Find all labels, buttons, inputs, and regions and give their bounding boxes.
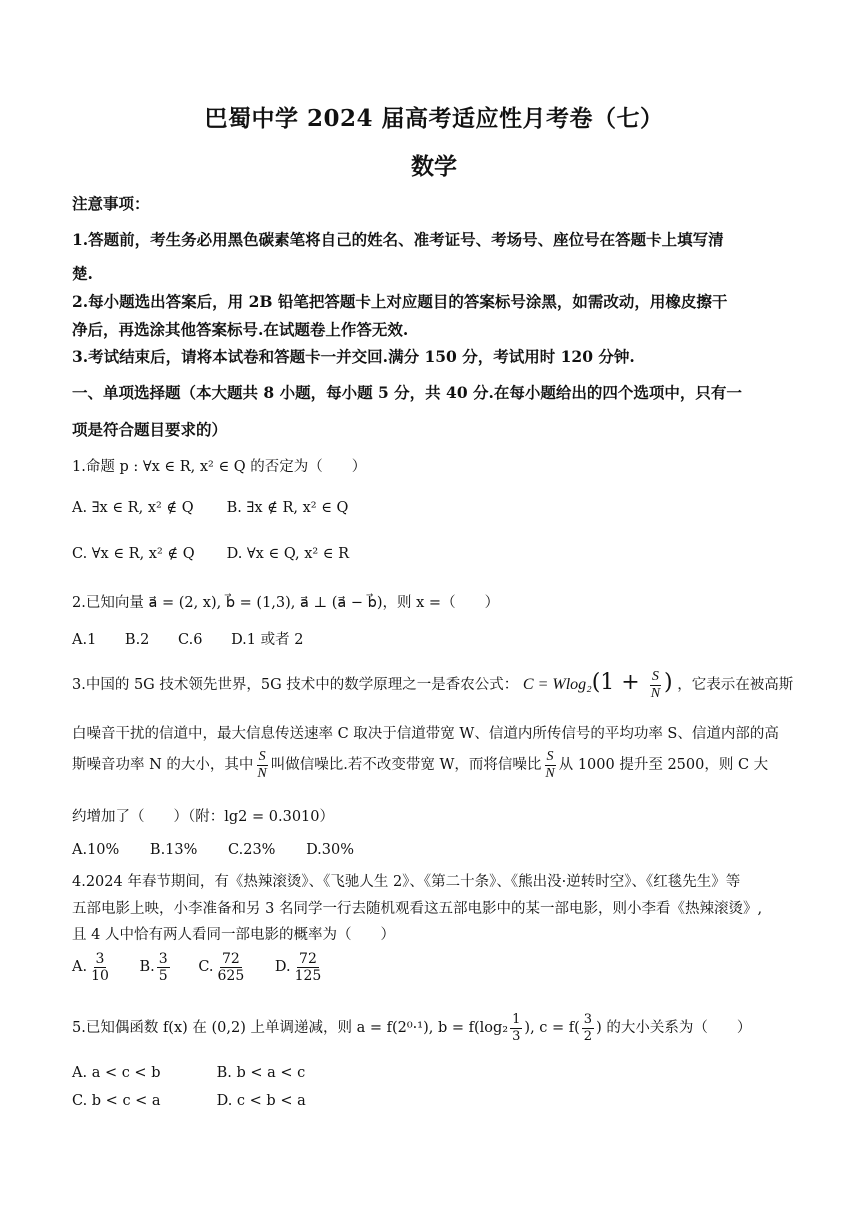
notice-item-2-cont: 净后，再选涂其他答案标号.在试题卷上作答无效.: [72, 320, 409, 339]
question-5-text-b: ), c = f(: [524, 1020, 580, 1036]
question-4-line3: 且 4 人中恰有两人看同一部电影的概率为（ ）: [72, 927, 395, 943]
question-3-line2: 白噪音干扰的信道中，最大信息传送速率 C 取决于信道带宽 W、信道内所传信号的平均功率 S、信道内部的高: [72, 726, 779, 742]
question-5-text-c: ) 的大小关系为（ ）: [596, 1020, 752, 1036]
fraction-numerator: 1: [512, 1011, 521, 1027]
question-5-options: [72, 1065, 335, 1081]
fraction-numerator: 3: [95, 950, 105, 967]
question-3-line3: [72, 748, 768, 782]
fraction-numerator: S: [651, 668, 659, 684]
fraction-numerator: 72: [299, 950, 317, 967]
question-5-fraction-1: [510, 1012, 522, 1045]
question-5-options-2: [72, 1093, 336, 1109]
shannon-formula-paren-open: (1 +: [591, 670, 647, 695]
question-1-option-a: A. ∃x ∈ R, x² ∉ Q: [72, 500, 194, 516]
option-fraction: [293, 951, 324, 984]
fraction-denominator: N: [545, 765, 555, 781]
notice-item-1-cont: 楚.: [72, 264, 93, 283]
question-1-option-b: B. ∃x ∉ R, x² ∈ Q: [226, 500, 349, 516]
question-1-stem: 1.命题 p : ∀x ∈ R, x² ∈ Q 的否定为（ ）: [72, 459, 367, 475]
question-3-option-c: C.23%: [228, 842, 276, 858]
option-label: A.: [72, 959, 88, 975]
notice-item-2: 2.每小题选出答案后，用 2B 铅笔把答题卡上对应题目的答案标号涂黑，如需改动，用橡皮擦干: [72, 292, 728, 311]
question-2-option-a: A.1: [72, 632, 97, 648]
question-3-text-b: ，它表示在被高斯: [677, 677, 794, 693]
fraction-denominator: N: [257, 765, 267, 781]
question-1-option-c: C. ∀x ∈ R, x² ∉ Q: [72, 546, 195, 562]
option-fraction: [157, 951, 170, 984]
fraction-numerator: 3: [158, 950, 168, 967]
snr-fraction: [255, 749, 268, 782]
notice-item-1: 1.答题前，考生务必用黑色碳素笔将自己的姓名、准考证号、考场号、座位号在答题卡上填写清: [72, 230, 724, 249]
question-2-option-d: D.1 或者 2: [231, 632, 304, 648]
question-3-text-e: 从 1000 提升至 2500，则 C 大: [558, 757, 769, 773]
question-1-option-d: D. ∀x ∈ Q, x² ∈ R: [226, 546, 350, 562]
fraction-numerator: S: [258, 748, 266, 764]
option-label: B.: [139, 959, 155, 975]
fraction-numerator: S: [546, 748, 554, 764]
question-3-text-a: 3.中国的 5G 技术领先世界，5G 技术中的数学原理之一是香农公式：: [72, 677, 519, 693]
question-4-option-b: [140, 947, 172, 987]
option-fraction: [89, 951, 111, 984]
fraction-denominator: N: [650, 685, 661, 701]
section-heading-line1: 一、单项选择题（本大题共 8 小题，每小题 5 分，共 40 分.在每小题给出的四个选项中，只有一: [72, 383, 742, 402]
question-2-option-b: B.2: [124, 632, 150, 648]
exam-subject: 数学: [411, 153, 457, 180]
question-3-text-c: 斯噪音功率 N 的大小，其中: [72, 757, 254, 773]
question-4-option-d: [275, 947, 325, 987]
question-5-fraction-2: [582, 1012, 594, 1045]
question-2-stem: 2.已知向量 a⃗ = (2, x), b⃗ = (1,3), a⃗ ⊥ (a⃗ − b⃗)，则 x =（ ）: [72, 595, 500, 611]
question-3-option-d: D.30%: [306, 842, 355, 858]
question-1-options-2: [72, 546, 379, 562]
question-3-text-d: 叫做信噪比.若不改变带宽 W，而将信噪比: [270, 757, 542, 773]
question-5-option-d: D. c < b < a: [216, 1093, 306, 1109]
notice-heading: 注意事项：: [72, 194, 150, 213]
notice-item-3: 3.考试结束后，请将本试卷和答题卡一并交回.满分 150 分，考试用时 120 分钟.: [72, 347, 635, 366]
option-fraction: [216, 951, 247, 984]
question-5-stem: [72, 1008, 751, 1048]
question-4-option-c: [198, 947, 248, 987]
question-2-options: [72, 628, 333, 649]
snr-fraction-2: [543, 749, 556, 782]
fraction-numerator: 3: [583, 1011, 593, 1027]
fraction-denominator: 10: [91, 967, 109, 984]
question-3-line4: 约增加了（ ）（附：lg2 = 0.3010）: [72, 809, 334, 825]
question-5-text-a: 5.已知偶函数 f(x) 在 (0,2) 上单调递减，则 a = f(2⁰·¹), b = f(log₂: [72, 1020, 509, 1036]
question-5-option-c: C. b < c < a: [72, 1093, 161, 1109]
shannon-formula-paren-close: ): [664, 670, 673, 695]
option-label: C.: [198, 959, 214, 975]
question-3-line1: [72, 666, 793, 702]
question-5-option-b: B. b < a < c: [216, 1065, 306, 1081]
section-heading-line2: 项是符合题目要求的）: [72, 420, 228, 439]
question-3-options: [72, 842, 384, 858]
question-4-line2: 五部电影上映，小李准备和另 3 名同学一行去随机观看这五部电影中的某一部电影，则小李看《热辣滚烫》,: [72, 901, 763, 917]
question-5-option-a: A. a < c < b: [72, 1065, 161, 1081]
option-label: D.: [274, 959, 291, 975]
fraction-denominator: 5: [158, 967, 168, 984]
fraction-denominator: 125: [294, 967, 322, 984]
exam-title: 巴蜀中学 2024 届高考适应性月考卷（七）: [204, 105, 664, 132]
shannon-formula-fraction: [649, 669, 662, 702]
question-1-options: [72, 500, 378, 516]
question-4-option-a: [72, 947, 113, 987]
fraction-denominator: 3: [512, 1028, 521, 1044]
question-4-options: [72, 947, 355, 987]
fraction-denominator: 625: [217, 967, 245, 984]
question-3-option-a: A.10%: [72, 842, 120, 858]
question-3-option-b: B.13%: [149, 842, 198, 858]
question-4-line1: 4.2024 年春节期间，有《热辣滚烫》、《飞驰人生 2》、《第二十条》、《熊出没·逆转时空》、《红毯先生》等: [72, 874, 741, 890]
fraction-denominator: 2: [583, 1028, 593, 1044]
shannon-formula-lhs: C = Wlog₂: [522, 676, 592, 693]
question-2-option-c: C.6: [178, 632, 203, 648]
fraction-numerator: 72: [221, 950, 240, 967]
